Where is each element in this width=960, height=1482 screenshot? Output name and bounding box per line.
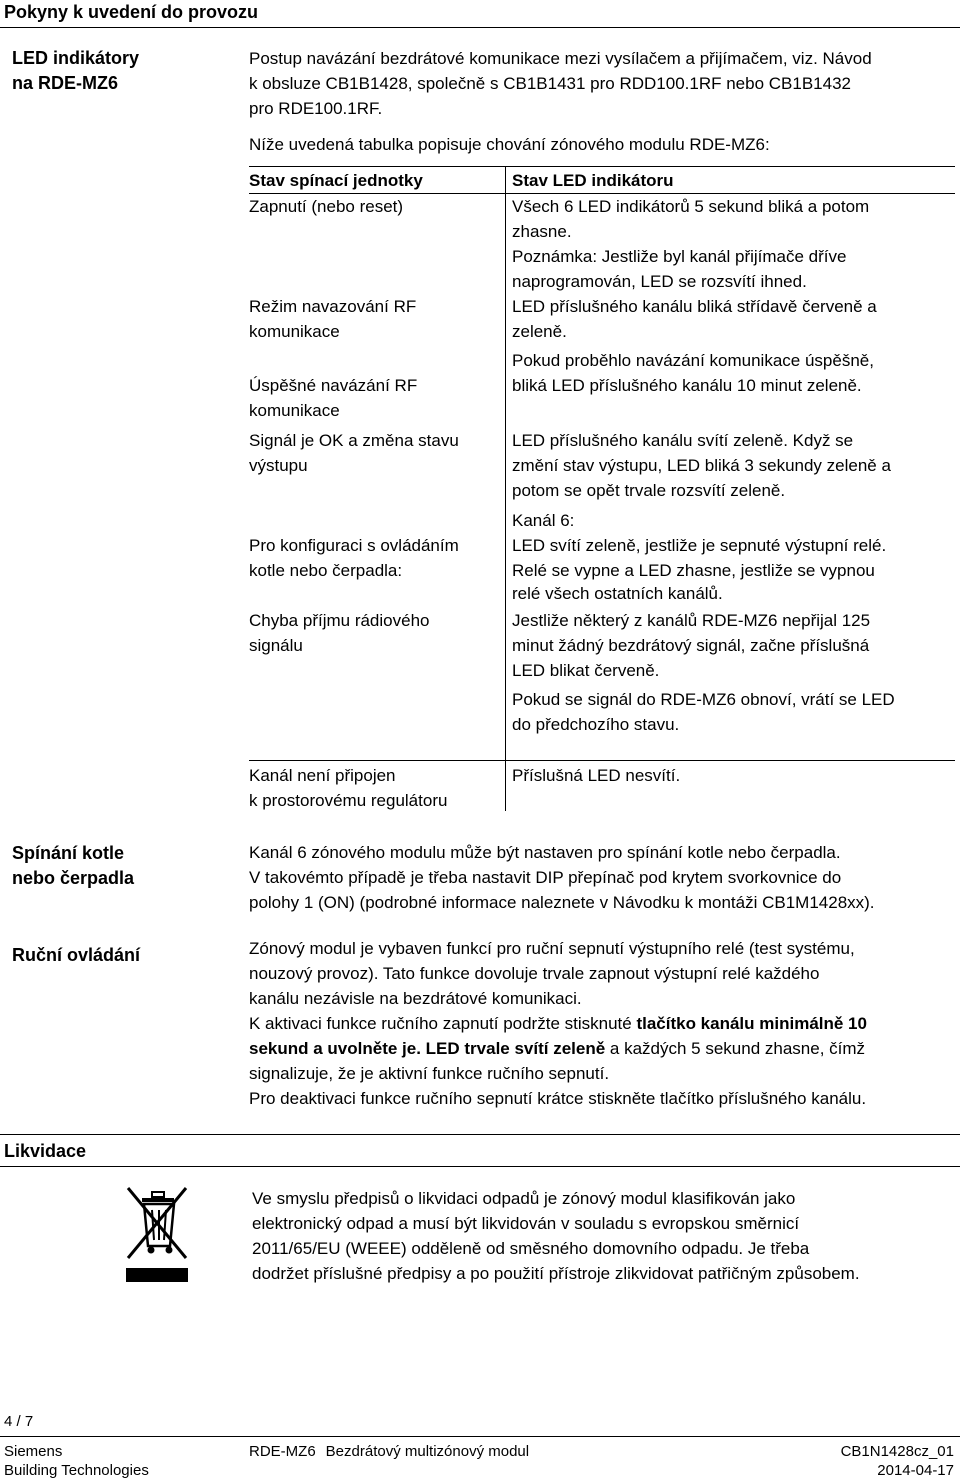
- footer-product-code: RDE-MZ6: [249, 1443, 316, 1460]
- footer-company-name: Siemens: [4, 1443, 63, 1460]
- table-cell-line: Režim navazování RF: [249, 297, 417, 316]
- table-cell-line: Jestliže některý z kanálů RDE-MZ6 nepřijal 125: [512, 611, 871, 630]
- boiler-section-label-line2: nebo čerpadla: [12, 868, 135, 888]
- table-cell-line: Kanál není připojen: [249, 766, 396, 785]
- table-row-state: [249, 608, 429, 658]
- table-cell-line: naprogramován, LED se rozsvítí ihned.: [512, 272, 807, 291]
- manual-line: signalizuje, že je aktivní funkce ručního sepnutí.: [249, 1064, 610, 1083]
- table-cell-line: k prostorovému regulátoru: [249, 791, 448, 810]
- table-cell-line: Zapnutí (nebo reset): [249, 197, 404, 216]
- table-cell-line: Relé se vypne a LED zhasne, jestliže se vypnou: [512, 561, 875, 580]
- disposal-line: 2011/65/EU (WEEE) odděleně od směsného domovního odpadu. Je třeba: [252, 1239, 810, 1258]
- table-cell-line: do předchozího stavu.: [512, 715, 680, 734]
- table-header-led-state: Stav LED indikátoru: [512, 171, 674, 190]
- section-rule: [0, 1134, 960, 1135]
- led-section-label: [12, 46, 139, 96]
- manual-line: [249, 1011, 959, 1036]
- boiler-line: Kanál 6 zónového modulu může být nastaven pro spínání kotle nebo čerpadla.: [249, 843, 841, 862]
- manual-emphasis: sekund a uvolněte je. LED trvale svítí zeleně: [249, 1039, 606, 1058]
- led-section-label-line1: LED indikátory: [12, 48, 140, 68]
- manual-line: Pro deaktivaci funkce ručního sepnutí krátce stiskněte tlačítko příslušného kanálu.: [249, 1089, 867, 1108]
- led-intro-line: pro RDE100.1RF.: [249, 99, 383, 118]
- table-row-state: [249, 294, 416, 344]
- boiler-section-label-line1: Spínání kotle: [12, 843, 125, 863]
- table-row-state: [249, 194, 403, 219]
- boiler-line: polohy 1 (ON) (podrobné informace naleznete v Návodku k montáži CB1M1428xx).: [249, 893, 875, 912]
- table-cell-line: relé všech ostatních kanálů.: [512, 584, 723, 603]
- manual-section-label: Ruční ovládání: [12, 945, 141, 965]
- footer-doc-info: [841, 1442, 954, 1480]
- table-cell-line: komunikace: [249, 401, 340, 420]
- manual-line: nouzový provoz). Tato funkce dovoluje trvale zapnout výstupní relé každého: [249, 964, 820, 983]
- table-row-led: [512, 608, 895, 737]
- table-row-state: [249, 533, 459, 583]
- table-row-state: [249, 373, 417, 423]
- table-cell-line: zeleně.: [512, 322, 567, 341]
- table-cell-line: Chyba příjmu rádiového: [249, 611, 430, 630]
- table-cell-line: LED příslušného kanálu svítí zeleně. Když se: [512, 431, 854, 450]
- footer-rule: [0, 1436, 960, 1437]
- manual-line: kanálu nezávisle na bezdrátové komunikaci.: [249, 989, 582, 1008]
- table-cell-line: minut žádný bezdrátový signál, začne příslušná: [512, 636, 870, 655]
- table-row-state: [249, 428, 459, 478]
- table-row-led: [512, 194, 869, 294]
- table-top-rule: [249, 166, 955, 167]
- table-row-led: [512, 294, 877, 344]
- table-column-divider: [505, 166, 506, 811]
- table-cell-line: bliká LED příslušného kanálu 10 minut zeleně.: [512, 376, 862, 395]
- table-cell-line: Pokud proběhlo navázání komunikace úspěšně,: [512, 351, 874, 370]
- crossed-out-wheelie-bin-icon: [122, 1184, 192, 1284]
- table-cell-line: změní stav výstupu, LED bliká 3 sekundy zeleně a: [512, 456, 891, 475]
- footer-date: 2014-04-17: [877, 1462, 954, 1479]
- boiler-section-label: [12, 841, 134, 891]
- table-cell-line: Pokud se signál do RDE-MZ6 obnoví, vrátí se LED: [512, 690, 895, 709]
- table-header-switch-state: Stav spínací jednotky: [249, 171, 423, 190]
- table-row-led: [512, 763, 680, 788]
- manual-emphasis: tlačítko kanálu minimálně 10: [636, 1014, 867, 1033]
- header-rule: [0, 27, 960, 28]
- table-cell-line: Kanál 6:: [512, 511, 575, 530]
- table-row-led: [512, 348, 874, 398]
- footer-company: [4, 1442, 149, 1480]
- table-cell-line: výstupu: [249, 456, 308, 475]
- page-title: Pokyny k uvedení do provozu: [4, 2, 259, 22]
- table-cell-line: signálu: [249, 636, 303, 655]
- section-rule: [0, 1166, 960, 1167]
- led-intro: [249, 46, 954, 121]
- table-cell-line: kotle nebo čerpadla:: [249, 561, 403, 580]
- disposal-text: [252, 1186, 957, 1286]
- boiler-line: V takovémto případě je třeba nastavit DIP přepínač pod krytem svorkovnice do: [249, 868, 842, 887]
- led-section-label-line2: na RDE-MZ6: [12, 73, 119, 93]
- table-row-rule: [249, 760, 955, 761]
- table-cell-line: Pro konfiguraci s ovládáním: [249, 536, 459, 555]
- disposal-line: dodržet příslušné předpisy a po použití přístroje zlikvidovat patřičným způsobem.: [252, 1264, 860, 1283]
- manual-line: Zónový modul je vybaven funkcí pro ruční sepnutí výstupního relé (test systému,: [249, 939, 855, 958]
- led-intro-line: k obsluze CB1B1428, společně s CB1B1431 pro RDD100.1RF nebo CB1B1432: [249, 74, 851, 93]
- disposal-line: Ve smyslu předpisů o likvidaci odpadů je zónový modul klasifikován jako: [252, 1189, 796, 1208]
- table-row-led: [512, 508, 886, 605]
- footer-doc-id: CB1N1428cz_01: [840, 1443, 954, 1460]
- manual-text: a každých 5 sekund zhasne, čímž: [605, 1039, 866, 1058]
- disposal-line: elektronický odpad a musí být likvidován v souladu s evropskou směrnicí: [252, 1214, 800, 1233]
- table-cell-line: LED svítí zeleně, jestliže je sepnuté výstupní relé.: [512, 536, 887, 555]
- table-cell-line: Signál je OK a změna stavu: [249, 431, 459, 450]
- table-cell-line: komunikace: [249, 322, 340, 341]
- table-cell-line: LED příslušného kanálu bliká střídavě červeně a: [512, 297, 877, 316]
- table-cell-line: potom se opět trvale rozsvítí zeleně.: [512, 481, 786, 500]
- footer-product: [249, 1442, 529, 1461]
- manual-line: [249, 1036, 959, 1061]
- table-row-led: [512, 428, 891, 503]
- footer-division: Building Technologies: [4, 1462, 149, 1479]
- manual-section-text: [249, 936, 959, 1111]
- table-cell-line: LED blikat červeně.: [512, 661, 660, 680]
- disposal-title: Likvidace: [4, 1141, 87, 1161]
- table-intro: Níže uvedená tabulka popisuje chování zónového modulu RDE-MZ6:: [249, 135, 770, 154]
- page-number: 4 / 7: [4, 1413, 34, 1430]
- led-intro-line: Postup navázání bezdrátové komunikace mezi vysílačem a přijímačem, viz. Návod: [249, 49, 872, 68]
- footer-product-desc: Bezdrátový multizónový modul: [325, 1443, 530, 1460]
- table-cell-line: Poznámka: Jestliže byl kanál přijímače dříve: [512, 247, 847, 266]
- manual-text: K aktivaci funkce ručního zapnutí podržte stisknuté: [249, 1014, 637, 1033]
- table-cell-line: Všech 6 LED indikátorů 5 sekund bliká a potom: [512, 197, 870, 216]
- boiler-section-text: [249, 840, 959, 915]
- table-cell-line: Úspěšné navázání RF: [249, 376, 418, 395]
- table-cell-line: Příslušná LED nesvítí.: [512, 766, 681, 785]
- table-cell-line: zhasne.: [512, 222, 572, 241]
- table-row-state: [249, 763, 447, 813]
